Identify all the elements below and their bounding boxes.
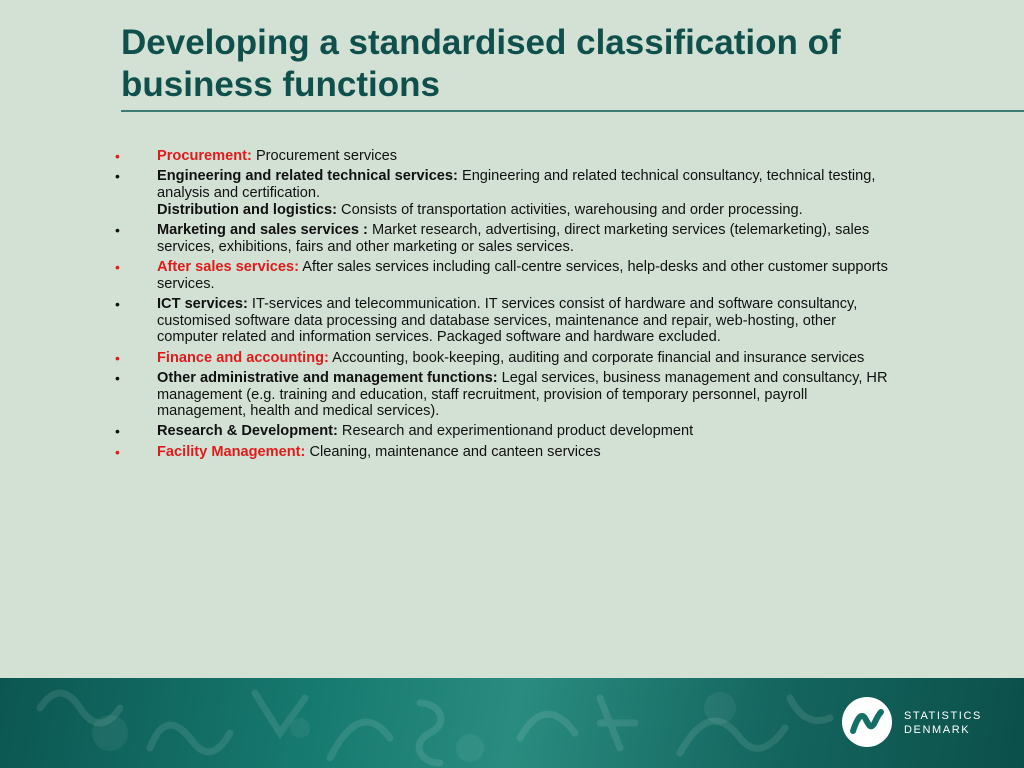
logo-line-denmark: DENMARK: [904, 724, 971, 736]
function-description: Market research, advertising, direct marketing services (telemarketing), sales services, exhibitions, fairs and other marketing or sales services.: [157, 221, 870, 255]
function-sublabel-distribution: Distribution and logistics:: [157, 201, 337, 218]
function-label: Other administrative and management functions:: [157, 369, 498, 386]
bullet: •: [115, 295, 120, 312]
function-label: Marketing and sales services :: [157, 221, 368, 238]
function-label: After sales services:: [157, 258, 299, 275]
function-list: [112, 148, 892, 464]
function-item-research: [112, 423, 892, 440]
bullet: •: [115, 349, 120, 366]
bullet: •: [115, 443, 120, 460]
function-description: Research and experimentionand product development: [337, 423, 694, 440]
logo-line-statistics: STATISTICS: [904, 710, 982, 722]
function-item-procurement: [112, 148, 892, 165]
statistics-denmark-logo-icon: [842, 697, 892, 747]
function-label: Finance and accounting:: [157, 349, 329, 366]
function-item-facility: [112, 444, 892, 461]
function-item-administrative: [112, 370, 892, 420]
function-description: Cleaning, maintenance and canteen services: [305, 443, 601, 460]
bullet: •: [115, 148, 120, 164]
function-description: Accounting, book-keeping, auditing and corporate financial and insurance services: [328, 349, 865, 366]
function-label: Engineering and related technical services:: [157, 168, 458, 185]
function-item-finance: [112, 350, 892, 367]
function-description: After sales services including call-centre services, help-desks and other customer supports services.: [157, 258, 888, 292]
bullet: •: [115, 168, 120, 185]
function-label: ICT services:: [157, 295, 248, 312]
bullet: •: [115, 221, 120, 238]
function-item-marketing: [112, 222, 892, 255]
logo-wordmark: [904, 709, 982, 737]
bullet: •: [115, 369, 120, 386]
function-label: Facility Management:: [157, 443, 306, 460]
title-divider: [121, 110, 1024, 112]
function-label: Research & Development:: [157, 423, 338, 440]
function-description: Procurement services: [251, 148, 398, 164]
function-item-engineering: [112, 168, 892, 218]
function-label: Procurement:: [157, 148, 252, 164]
function-description: Legal services, business management and consultancy, HR management (e.g. training and education, staff recruitment, provision of temporary personnel, payroll management, health and medical services).: [157, 369, 888, 420]
bullet: •: [115, 423, 120, 440]
statistics-denmark-logo[interactable]: [842, 697, 992, 747]
function-description: Engineering and related technical consultancy, technical testing, analysis and certification.: [157, 168, 876, 201]
function-item-after-sales: [112, 259, 892, 292]
function-subdescription: Consists of transportation activities, warehousing and order processing.: [337, 201, 803, 218]
function-item-ict: [112, 296, 892, 346]
slide-title: Developing a standardised classification of business functions: [121, 23, 841, 104]
function-description: IT-services and telecommunication. IT services consist of hardware and software consultancy, customised software data processing and database services, maintenance and repair, web-hosting, other computer related and information services. Packaged software and hardware excluded.: [157, 295, 858, 346]
bullet: •: [115, 258, 120, 275]
